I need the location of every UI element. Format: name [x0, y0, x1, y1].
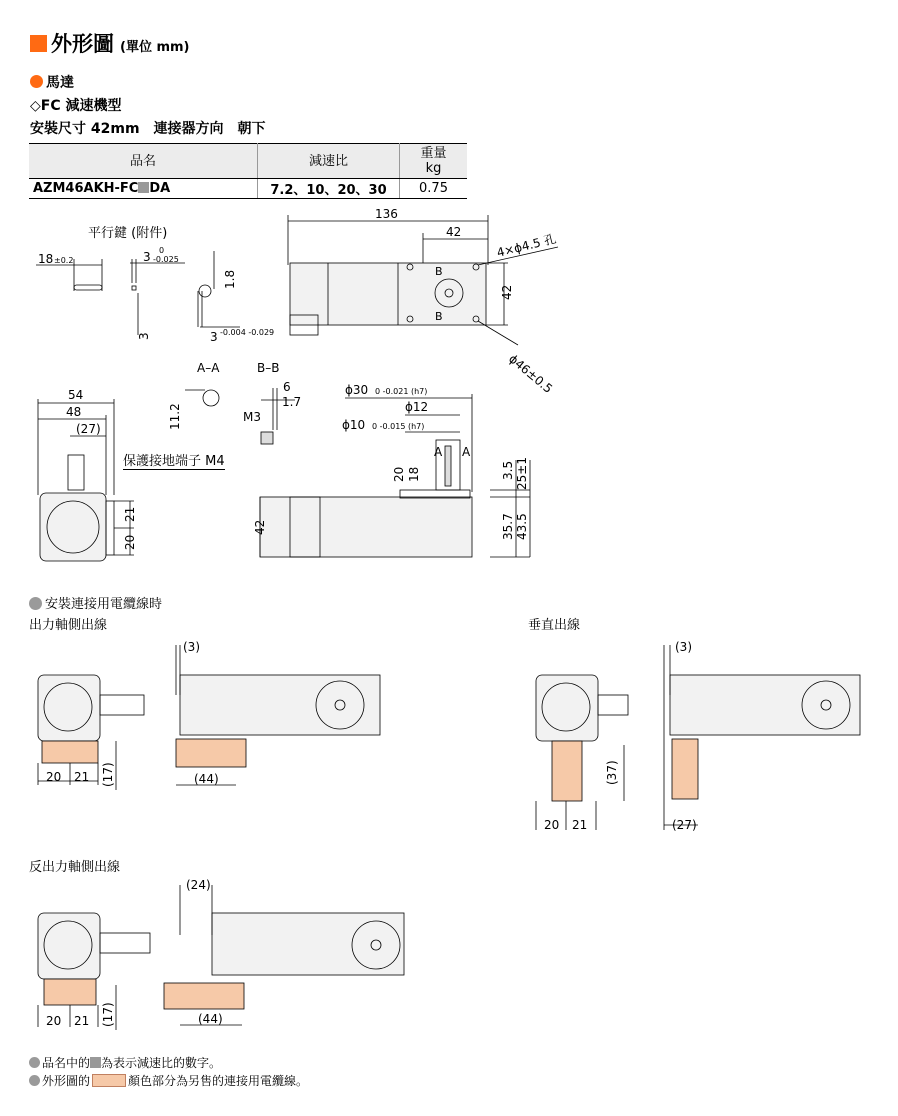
key-drawing [30, 245, 275, 345]
note-2-pre: 外形圖的 [42, 1074, 91, 1088]
dim-o21: 21 [74, 1014, 90, 1028]
dim-25: 25±1 [515, 457, 529, 490]
spec-cell-weight: 0.75 [400, 179, 468, 199]
dim-b2: B [435, 310, 443, 323]
note-2 [29, 1072, 308, 1089]
view-label-output: 出力軸側出線 [29, 618, 108, 633]
dim-3-5: 3.5 [501, 460, 515, 480]
dim-holes: 4×ϕ4.5 孔 [495, 231, 558, 260]
dim-v27: (27) [672, 818, 697, 832]
spec-cell-ratio: 7.2、10、20、30 [258, 179, 400, 199]
key-dim-3c-tol: -0.004 -0.029 [220, 328, 275, 337]
spec-header-ratio: 減速比 [258, 144, 400, 179]
dim-c44: (44) [194, 772, 219, 786]
title-text: 外形圖 [51, 32, 114, 56]
opposite-cable-views [30, 875, 420, 1035]
dim-phi12: ϕ12 [405, 400, 429, 414]
dim-phi10: ϕ10 [342, 418, 366, 432]
dim-pcd: ϕ46±0.5 [506, 351, 556, 396]
dim-v21: 21 [572, 818, 588, 832]
motor-front-view [30, 385, 150, 575]
note-2-post: 顏色部分為另售的連接用電纜線。 [128, 1074, 309, 1088]
dim-21: 21 [123, 506, 137, 522]
dim-o44: (44) [198, 1012, 223, 1026]
dim-1-7: 1.7 [282, 395, 302, 409]
dim-v37: (37) [605, 760, 619, 785]
motor-side-view [250, 380, 540, 570]
label-m3: M3 [243, 410, 261, 424]
key-dim-3-tol-top: 0 [159, 246, 165, 255]
dim-o17: (17) [101, 1002, 115, 1027]
name-prefix: AZM46AKH-FC [33, 181, 139, 196]
label-bb: B–B [257, 361, 280, 375]
key-dim-18b: 1.8 [223, 269, 237, 289]
gear-type-heading: ◇FC 減速機型 [30, 98, 122, 114]
dim-20b: 20 [392, 466, 406, 482]
dim-20: 20 [123, 534, 137, 550]
dim-b1: B [435, 265, 443, 278]
dim-6: 6 [283, 380, 291, 394]
placeholder-square-icon [138, 182, 149, 193]
weight-label: 重量 [420, 146, 447, 161]
view-label-vertical: 垂直出線 [528, 618, 581, 633]
dim-42b: 42 [253, 519, 267, 535]
gray-bullet-icon [29, 1075, 40, 1086]
dim-phi30: ϕ30 [345, 383, 369, 397]
dim-phi10-tol: 0 -0.015 (h7) [372, 422, 425, 431]
cable-color-swatch [92, 1074, 126, 1087]
dim-c20: 20 [46, 770, 62, 784]
dim-phi30-tol: 0 -0.021 (h7) [375, 387, 428, 396]
label-a2: A [462, 445, 471, 459]
dim-42v: 42 [500, 284, 514, 300]
key-dim-18-tol: ±0.2 [54, 256, 74, 265]
key-dim-3c: 3 [210, 330, 218, 344]
motor-heading-text: 馬達 [46, 75, 74, 91]
spec-header-weight [400, 144, 468, 179]
gray-bullet-icon [29, 597, 42, 610]
note-1-post: 為表示減速比的數字。 [101, 1056, 222, 1070]
note-1 [29, 1054, 221, 1071]
dim-v20: 20 [544, 818, 560, 832]
placeholder-square-icon [90, 1057, 101, 1068]
dim-54: 54 [68, 388, 84, 402]
dim-c3: (3) [183, 640, 200, 654]
key-label: 平行鍵 (附件) [88, 226, 168, 241]
spec-table [29, 143, 467, 199]
key-dim-3-tol-bot: -0.025 [153, 255, 179, 264]
terminal-label: 保護接地端子 M4 [123, 450, 225, 470]
dim-v3: (3) [675, 640, 692, 654]
bullet-icon [30, 75, 43, 88]
vertical-cable-views [520, 635, 890, 835]
dim-42: 42 [446, 225, 462, 239]
key-dim-18: 18 [38, 252, 54, 266]
key-dim-3d: 3 [137, 332, 151, 340]
page-title [30, 28, 190, 58]
name-suffix: DA [149, 181, 171, 196]
motor-heading [30, 72, 74, 92]
gray-bullet-icon [29, 1057, 40, 1068]
dim-27: (27) [76, 422, 101, 436]
dim-o24: (24) [186, 878, 211, 892]
title-square-icon [30, 35, 47, 52]
dim-48: 48 [66, 405, 82, 419]
dim-o20: 20 [46, 1014, 62, 1028]
dim-43-5: 43.5 [515, 513, 529, 540]
key-dim-3: 3 [143, 250, 151, 264]
cable-section-heading [29, 593, 162, 612]
dim-c21: 21 [74, 770, 90, 784]
dim-c17: (17) [101, 762, 115, 787]
mount-subtitle: 安裝尺寸 42mm 連接器方向 朝下 [30, 121, 266, 137]
output-cable-views [30, 635, 400, 800]
spec-cell-name [29, 179, 258, 199]
spec-header-name: 品名 [29, 144, 258, 179]
weight-unit: kg [425, 161, 442, 176]
dim-11-2: 11.2 [168, 403, 182, 430]
note-1-pre: 品名中的 [42, 1056, 91, 1070]
dim-35-7: 35.7 [501, 513, 515, 540]
dim-136: 136 [375, 207, 398, 221]
table-row [29, 179, 467, 199]
label-aa: A–A [197, 361, 220, 375]
title-unit: (單位 mm) [120, 39, 190, 55]
dim-18b: 18 [407, 466, 421, 482]
view-label-opposite: 反出力軸側出線 [29, 860, 121, 875]
cable-section-text: 安裝連接用電纜線時 [45, 597, 163, 612]
label-a1: A [434, 445, 443, 459]
